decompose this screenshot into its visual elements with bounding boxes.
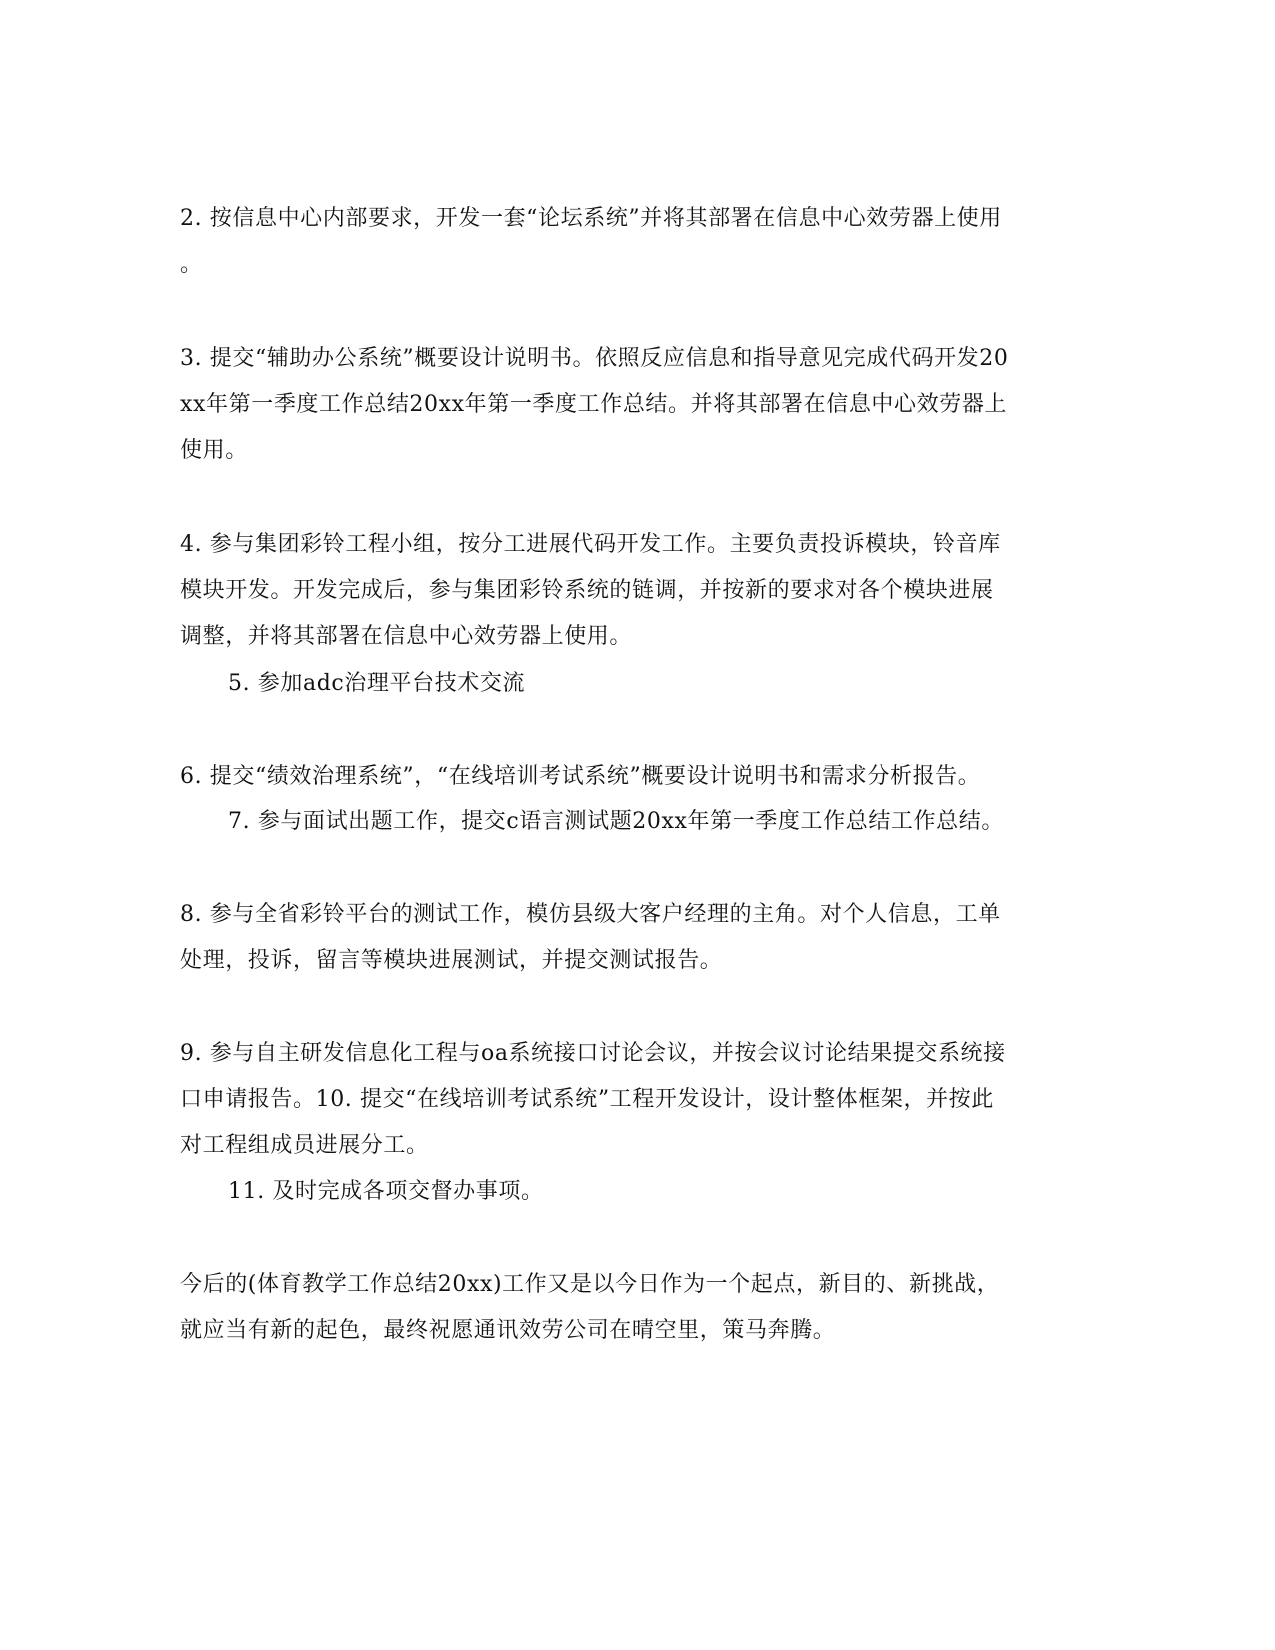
text-line: 4. 参与集团彩铃工程小组，按分工进展代码开发工作。主要负责投诉模块，铃音库 — [180, 532, 1001, 557]
text-line: 7. 参与面试出题工作，提交c语言测试题20xx年第一季度工作总结工作总结。 — [228, 809, 1004, 834]
paragraph-item-3 — [180, 336, 1040, 474]
paragraph-item-11 — [228, 1169, 1040, 1215]
paragraph-item-9 — [180, 1031, 1040, 1169]
text-line: 对工程组成员进展分工。 — [180, 1133, 429, 1158]
paragraph-item-7 — [228, 799, 1040, 845]
closing-paragraph — [180, 1262, 1040, 1354]
paragraph-item-2 — [180, 196, 1040, 288]
text-line: xx年第一季度工作总结20xx年第一季度工作总结。并将其部署在信息中心效劳器上 — [180, 392, 1008, 417]
text-line: 8. 参与全省彩铃平台的测试工作，模仿县级大客户经理的主角。对个人信息，工单 — [180, 902, 1001, 927]
text-line: 9. 参与自主研发信息化工程与oa系统接口讨论会议，并按会议讨论结果提交系统接 — [180, 1041, 1006, 1066]
text-line: 就应当有新的起色，最终祝愿通讯效劳公司在晴空里，策马奔腾。 — [180, 1318, 836, 1343]
text-line: 。 — [180, 252, 203, 277]
text-line: 6. 提交“绩效治理系统”，“在线培训考试系统”概要设计说明书和需求分析报告。 — [180, 764, 981, 789]
text-line: 2. 按信息中心内部要求，开发一套“论坛系统”并将其部署在信息中心效劳器上使用 — [180, 206, 1002, 231]
text-line: 11. 及时完成各项交督办事项。 — [228, 1179, 544, 1204]
paragraph-item-4 — [180, 522, 1040, 660]
text-line: 调整，并将其部署在信息中心效劳器上使用。 — [180, 624, 633, 649]
text-line: 5. 参加adc治理平台技术交流 — [228, 671, 526, 696]
text-line: 模块开发。开发完成后，参与集团彩铃系统的链调，并按新的要求对各个模块进展 — [180, 578, 994, 603]
text-line: 使用。 — [180, 438, 248, 463]
text-line: 3. 提交“辅助办公系统”概要设计说明书。依照反应信息和指导意见完成代码开发20 — [180, 346, 1009, 371]
text-line: 处理，投诉，留言等模块进展测试，并提交测试报告。 — [180, 948, 723, 973]
paragraph-item-8 — [180, 892, 1040, 984]
paragraph-item-5 — [228, 661, 1040, 707]
text-line: 口申请报告。10. 提交“在线培训考试系统”工程开发设计，设计整体框架，并按此 — [180, 1087, 994, 1112]
paragraph-item-6 — [180, 754, 1040, 800]
text-line: 今后的(体育教学工作总结20xx)工作又是以今日作为一个起点，新目的、新挑战， — [180, 1272, 1000, 1297]
